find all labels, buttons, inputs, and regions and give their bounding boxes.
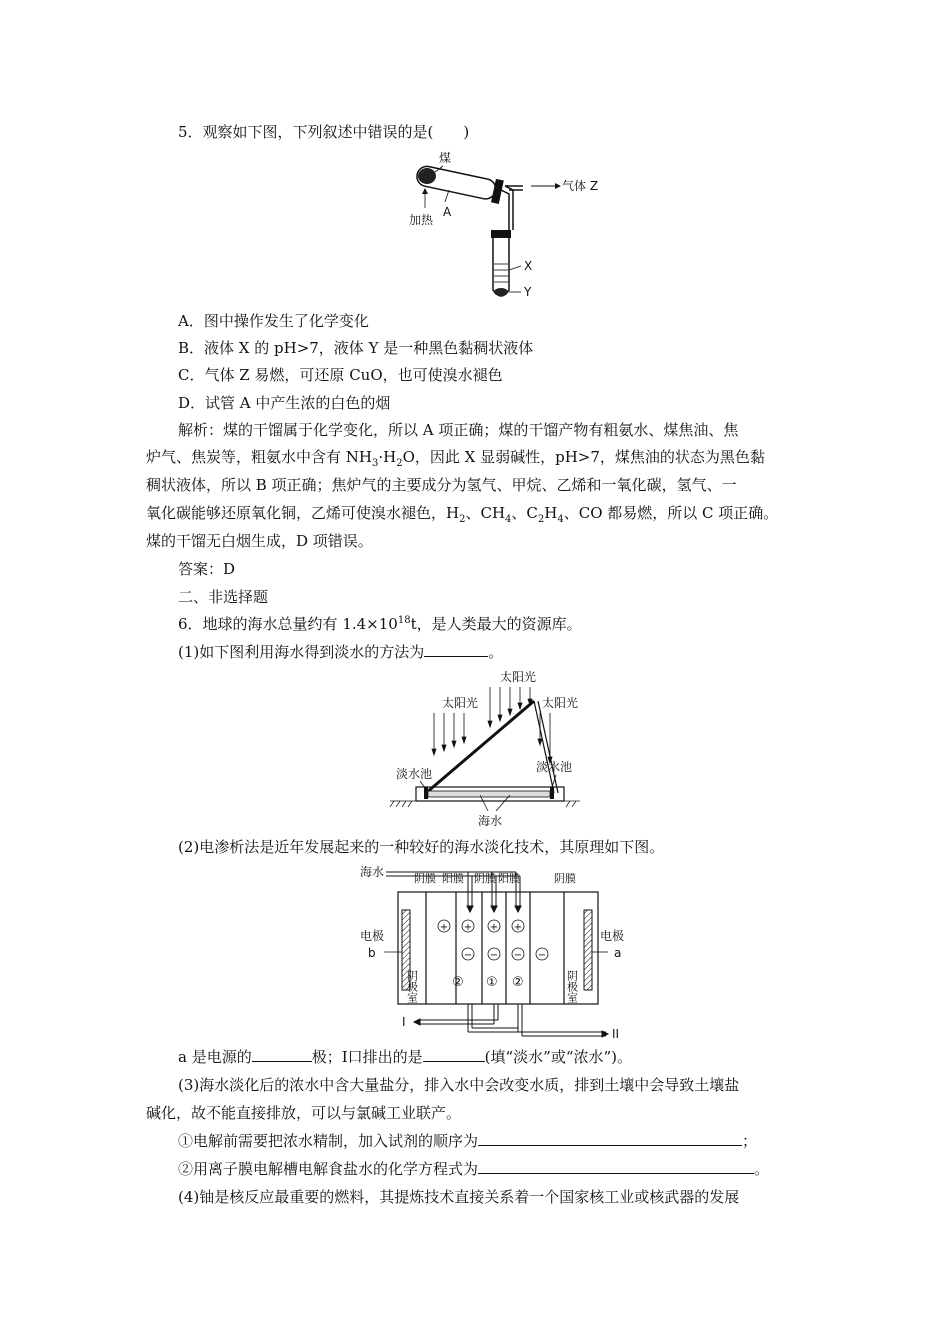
sunlight-left-label: 太阳光 [442,696,479,710]
electrode-left-label: 电极 [360,929,385,943]
q6-part3-item1: ①电解前需要把浓水精制，加入试剂的顺序为 ； [178,1132,758,1150]
q5-explanation-line1: 解析：煤的干馏属于化学变化，所以 A 项正确；煤的干馏产物有粗氨水、煤焦油、焦 [178,421,739,439]
heat-label: 加热 [409,213,434,227]
sunlight-right-label: 太阳光 [542,696,579,710]
membrane-label-5: 阴膜 [554,872,576,885]
cathode-room-label: 阴极室 [405,970,419,1003]
svg-text:+: + [463,922,473,933]
anode-room-label: 阴极室 [565,970,579,1003]
svg-text:+: + [513,922,523,933]
electrode-right-label: 电极 [600,929,625,943]
q6-stem: 6．地球的海水总量约有 $1.4\times 10^{18}t$，是人类最大的资源库。 [178,615,582,633]
gas-z-label: 气体 Z [562,179,599,193]
seawater-label: 海水 [478,814,503,827]
sunlight-top-label: 太阳光 [500,670,537,684]
electrode-right-sub: a [614,946,622,960]
fresh-pool-right-label: 淡水池 [536,760,573,774]
q6-part4: (4)铀是核反应最重要的燃料，其提炼技术直接关系着一个国家核工业或核武器的发展 [178,1188,740,1206]
liquid-y-label: Y [524,285,532,299]
q5-stem: 5．观察如下图，下列叙述中错误的是( ) [178,123,470,141]
svg-text:−: − [463,950,473,961]
seawater-inlet-label: 海水 [360,865,385,879]
outlet-1-label: I [402,1015,406,1029]
channel-2-right: ② [512,975,524,990]
membrane-label-3: 阴膜 [474,872,496,885]
q5-explanation-line5: 煤的干馏无白烟生成，D 项错误。 [146,532,373,550]
q5-option-b: B．液体 X 的 pH>7，液体 Y 是一种黑色黏稠状液体 [178,339,534,357]
q5-answer: 答案：D [178,560,236,578]
svg-text:+: + [489,922,499,933]
section-heading: 二、非选择题 [178,588,269,606]
membrane-label-1: 阴膜 [414,872,436,885]
svg-text:−: − [513,950,523,961]
q6-part1: (1)如下图利用海水得到淡水的方法为 。 [178,643,504,661]
svg-text:+: + [439,922,449,933]
fresh-pool-left-label: 淡水池 [396,767,433,781]
coal-label: 煤 [439,151,452,165]
q5-explanation-line3: 稠状液体，所以 B 项正确；焦炉气的主要成分为氢气、甲烷、乙烯和一氧化碳，氢气、一 [146,476,737,494]
q5-explanation-line4: 氧化碳能够还原氧化铜，乙烯可使溴水褪色，$H_2$、$CH_4$、$C_2H_4$、CO 都易燃，所以 C 项正确。 [146,504,779,525]
q5-option-c: C．气体 Z 易燃，可还原 CuO，也可使溴水褪色 [178,366,503,384]
q6-part3-item2: ②用离子膜电解槽电解食盐水的化学方程式为 。 [178,1160,770,1178]
q6-part3-line1: (3)海水淡化后的浓水中含大量盐分，排入水中会改变水质，排到土壤中会导致土壤盐 [178,1076,740,1094]
coal-distillation-figure [405,146,605,308]
electrode-left-sub: b [368,946,376,960]
q5-explanation-line2: 炉气、焦炭等，粗氨水中含有 $NH_3\cdot H_2O$，因此 X 显弱碱性，pH>7，煤焦油的状态为黑色黏 [146,448,765,469]
channel-2-left: ② [452,975,464,990]
membrane-label-2: 阳膜 [442,872,464,885]
q6-part2: (2)电渗析法是近年发展起来的一种较好的海水淡化技术，其原理如下图。 [178,838,665,856]
q6-part2-question: a 是电源的 极；Ⅰ口排出的是 (填“淡水”或“浓水”)。 [178,1048,633,1066]
svg-text:−: − [489,950,499,961]
q6-part3-line2: 碱化，故不能直接排放，可以与氯碱工业联产。 [146,1104,462,1122]
solar-desalination-figure [390,667,580,827]
membrane-label-4: 阳膜 [498,872,520,885]
q5-option-d: D．试管 A 中产生浓的白色的烟 [178,394,391,412]
electrodialysis-figure [358,862,636,1040]
liquid-x-label: X [524,259,533,273]
q5-option-a: A．图中操作发生了化学变化 [178,312,369,330]
channel-1: ① [486,975,498,990]
outlet-2-label: II [612,1027,620,1040]
tube-a-label: A [443,205,452,219]
svg-text:−: − [537,950,547,961]
